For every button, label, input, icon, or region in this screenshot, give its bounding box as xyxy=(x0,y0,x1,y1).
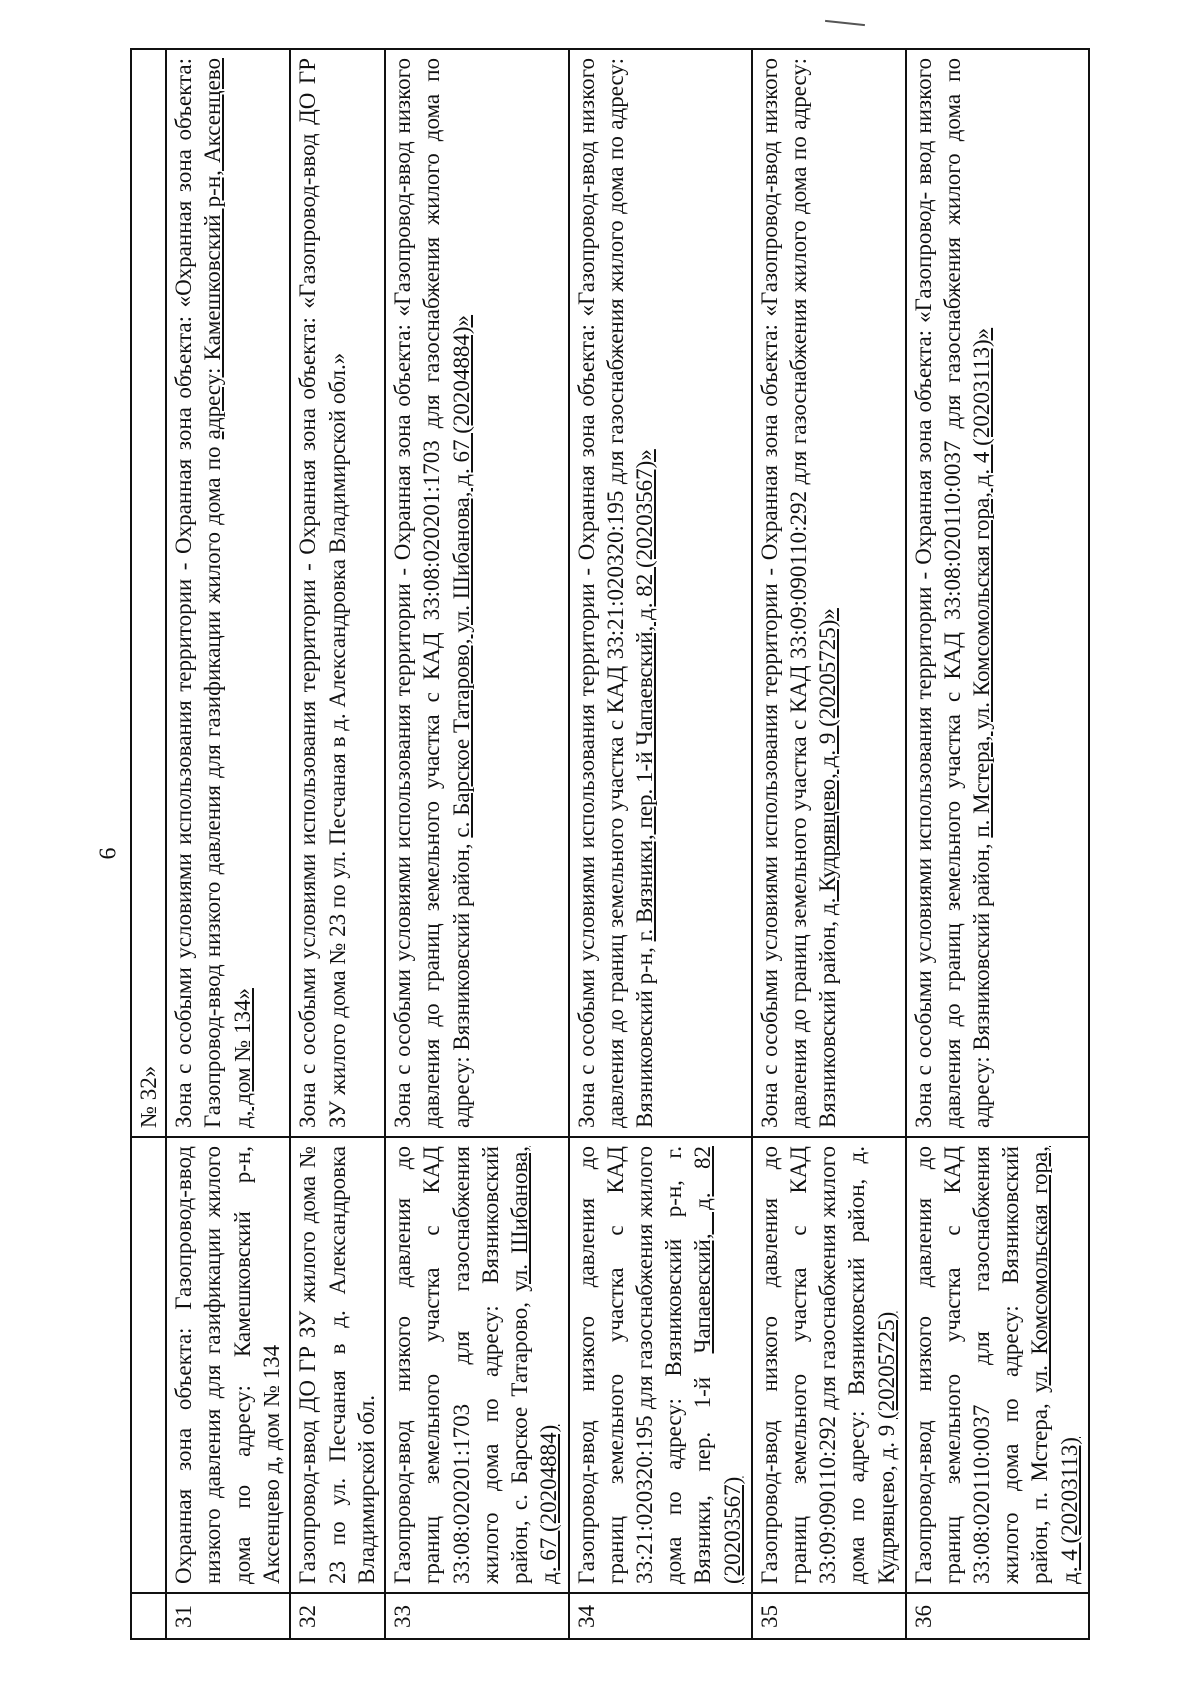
zone-description-text: Зона с особыми условиями использования территории - Охранная зона объекта: «Газопровод-ввод низкого давления до границ земельного участка с КАД 33:21:020320:195 для газоснабжения жилого дома по адресу: Вязниковский р-н, xyxy=(573,58,657,1128)
object-name-cell xyxy=(385,1137,568,1593)
row-number-cell xyxy=(131,1593,166,1639)
object-name-text: Газопровод-ввод низкого давления до границ земельного участка с КАД 33:08:020110:0037 для газоснабжения жилого дома по адресу: Вязниковский район, п. Мстера, xyxy=(910,1146,1053,1584)
table-row xyxy=(290,49,385,1639)
object-name-text: Газопровод-ввод низкого давления до границ земельного участка с КАД 33:21:020320:195 для газоснабжения жилого дома по адресу: Вязниковский р-н, г. Вязники, пер. 1-й xyxy=(573,1146,716,1584)
row-number-cell: 31 xyxy=(166,1593,290,1639)
zone-description-text: Зона с особыми условиями использования территории - Охранная зона объекта: «Газопровод-ввод ДО ГР ЗУ жилого дома № 23 по ул. Песчаная в д. Александровка Владимирской обл.» xyxy=(295,58,350,1128)
zone-description-cell xyxy=(752,49,906,1137)
zone-description-underlined: с. Барское Татарово, ул. Шибанова, д. 67 (20204884)» xyxy=(448,314,474,838)
object-name-underlined: ул. Шибанова, д. 67 (20204884) xyxy=(506,1146,562,1584)
object-name-underlined: (20205725) xyxy=(873,1311,899,1420)
zone-description-cell xyxy=(290,49,385,1137)
zone-description-underlined: г. Вязники, пер. 1-й Чапаевский, д. 82 (20203567)» xyxy=(631,449,657,942)
table-row xyxy=(569,49,752,1639)
object-name-cell: Газопровод-ввод ДО ГР ЗУ жилого дома № 23 по ул. Песчаная в д. Александровка Владимирской обл. xyxy=(290,1137,385,1593)
object-name-cell: Охранная зона объекта: Газопровод-ввод низкого давления для газификации жилого дома по адресу: Камешковский р-н, Аксенцево д, дом № 134 xyxy=(166,1137,290,1593)
table-row xyxy=(166,49,290,1639)
object-name-cell xyxy=(752,1137,906,1593)
table-row-continuation xyxy=(131,49,166,1639)
row-number-cell: 33 xyxy=(385,1593,568,1639)
zone-description-text: Зона с особыми условиями использования территории - Охранная зона объекта: «Охранная зона объекта: Газопровод-ввод низкого давления для газификации жилого дома по xyxy=(171,58,226,1128)
zone-description-text: Зона с особыми условиями использования территории - Охранная зона объекта: «Газопровод-ввод низкого давления до границ земельного участка с КАД 33:09:090110:292 для газоснабжения жилого дома по адресу: Вязниковский район, xyxy=(756,58,841,1128)
object-name-text: Газопровод-ввод низкого давления до границ земельного участка с КАД 33:08:020201:1703 для газоснабжения жилого дома по адресу: Вязниковский район, с. Барское Татарово, xyxy=(390,1146,532,1584)
row-number-cell: 34 xyxy=(569,1593,752,1639)
protection-zones-table xyxy=(130,48,1090,1640)
table-row xyxy=(385,49,568,1639)
zone-description-cell xyxy=(569,49,752,1137)
object-name-cell xyxy=(131,1137,166,1593)
zone-description-text: Зона с особыми условиями использования территории - Охранная зона объекта: «Газопровод- ввод низкого давления до границ земельного участка с КАД 33:08:020110:0037 для газоснабжения жилого дома по адресу: Вязниковский район, xyxy=(910,58,995,1128)
zone-description-cell xyxy=(166,49,290,1137)
row-number-cell: 36 xyxy=(906,1593,1089,1639)
scan-artifact-mark xyxy=(825,20,865,26)
zone-description-cell xyxy=(906,49,1089,1137)
zone-description-text: Зона с особыми условиями использования территории - Охранная зона объекта: «Газопровод-ввод низкого давления до границ земельного участка с КАД 33:08:020201:1703 для газоснабжения жилого дома по адресу: Вязниковский район, xyxy=(390,58,474,1128)
zone-description-underlined: адресу: Камешковский р-н, Аксенцево д, дом № 134» xyxy=(200,58,255,1128)
table-row xyxy=(752,49,906,1639)
zone-description-cell xyxy=(385,49,568,1137)
row-number-cell: 35 xyxy=(752,1593,906,1639)
document-table-container xyxy=(130,50,1090,1640)
zone-description-cell: № 32» xyxy=(131,49,166,1137)
zone-description-underlined: д. Кудрявцево, д. 9 (20205725)» xyxy=(815,608,841,916)
object-name-text: Газопровод-ввод низкого давления до границ земельного участка с КАД 33:09:090110:292 для газоснабжения жилого дома по адресу: Вязниковский район, д. Кудрявцево, д. 9 xyxy=(756,1146,899,1584)
object-name-underlined: Чапаевский, д. 82 (20203567) xyxy=(690,1146,745,1584)
row-number-cell: 32 xyxy=(290,1593,385,1639)
page-number: 6 xyxy=(95,847,122,860)
object-name-underlined: ул. Комсомольская гора, д. 4 (20203113) xyxy=(1027,1146,1082,1584)
object-name-cell xyxy=(906,1137,1089,1593)
object-name-cell xyxy=(569,1137,752,1593)
table-row xyxy=(906,49,1089,1639)
zone-description-underlined: п. Мстера, ул. Комсомольская гора, д. 4 (20203113)» xyxy=(969,327,995,838)
